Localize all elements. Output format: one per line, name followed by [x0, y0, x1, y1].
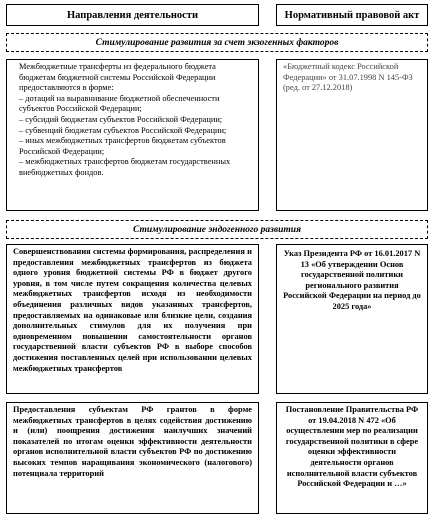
header-directions: [6, 4, 259, 26]
endogenous-direction-2-cell: [6, 402, 259, 514]
presidential-decree-cell: [276, 244, 428, 394]
government-resolution-cell: [276, 402, 428, 514]
budget-code-cell: [276, 59, 428, 211]
header-legal-act-label: Нормативный правовой акт: [284, 9, 420, 21]
transfer-form-item: – субвенций бюджетам субъектов Российской Федерации;: [19, 125, 227, 135]
header-legal-act: [276, 4, 428, 26]
exogenous-directions-cell: [6, 59, 259, 211]
endogenous-direction-1-cell: [6, 244, 259, 394]
transfer-form-item: – межбюджетных трансфертов бюджетам государственных внебюджетных фондов.: [19, 157, 231, 177]
presidential-decree-text: Указ Президента РФ от 16.01.2017 N 13 «Об утверждении Основ государственной политики регионального развития Российской Федерации на период до 2025 года»: [283, 249, 421, 311]
section-exogenous-title: [6, 33, 428, 52]
endogenous-direction-2-text: Предоставления субъектам РФ грантов в форме межбюджетных трансфертов в целях содействия достижению и (или) поощрения достижения наилучших значений показателей по итогам оценки эффективности деятельности органов исполнительной власти субъектов РФ по достижению высоких темпов наращивания экономического (налогового) потенциала территорий: [13, 405, 252, 478]
transfers-intro: Межбюджетные трансферты из федерального бюджета бюджетам бюджетной системы Российской Федерации предоставляются в форме:: [19, 62, 216, 93]
section-exogenous-label: Стимулирование развития за счет экзогенных факторов: [95, 37, 339, 48]
transfer-form-item: – дотаций на выравнивание бюджетной обеспеченности субъектов Российской Федерации;: [19, 93, 220, 114]
section-endogenous-label: Стимулирование эндогенного развития: [133, 224, 301, 235]
transfer-form-item: – иных межбюджетных трансфертов бюджетам субъектов Российской Федерации;: [19, 136, 226, 156]
transfer-form-item: – субсидий бюджетам субъектов Российской Федерации;: [19, 114, 223, 124]
section-endogenous-title: [6, 220, 428, 239]
header-directions-label: Направления деятельности: [67, 9, 198, 21]
endogenous-direction-1-text: Совершенствования системы формирования, распределения и предоставления межбюджетных трансфертов из бюджета одного уровня бюджетной системы РФ в бюджет другого уровня, в том числе путем сокращения количества целевых межбюджетных трансфертов исходя из необходимости объединения различных видов указанных трансфертов, предоставляемых на одинаковые или близкие цели, создания дополнительных стимулов для их получения при одновременном повышении самостоятельности органов государственной власти субъектов РФ в выборе способов достижения поставленных целей при использовании целевых межбюджетных трансфертов: [13, 247, 252, 373]
budget-code-text: «Бюджетный кодекс Российской Федерации» от 31.07.1998 N 145-ФЗ (ред. от 27.12.2018): [283, 62, 413, 93]
government-resolution-text: Постановление Правительства РФ от 19.04.2018 N 472 «Об осуществлении мер по реализации государственной политики в сфере оценки эффективности деятельности органов исполнительной власти субъектов Российской Федерации и …»: [285, 405, 419, 489]
